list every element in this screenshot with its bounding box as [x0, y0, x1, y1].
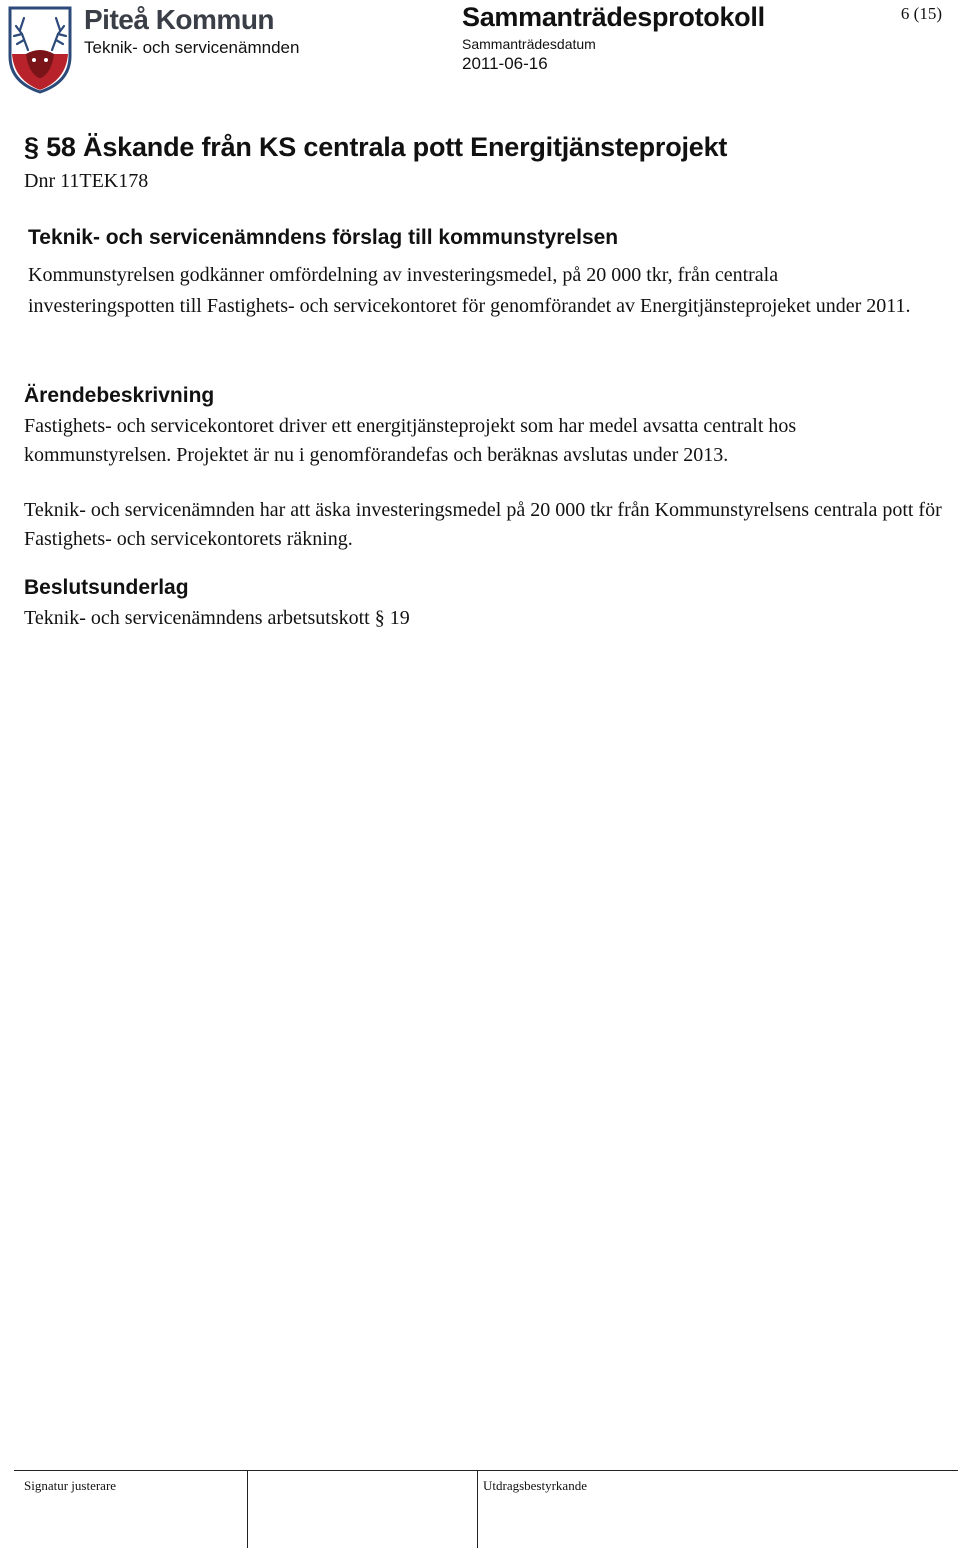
proposal-text: Kommunstyrelsen godkänner omfördelning av investeringsmedel, på 20 000 tkr, från centrala investeringspotten till Fastighets- och servicekontoret för genomförandet av Energitjänsteprojeket under 2011. [28, 264, 911, 317]
extract-label: Utdragsbestyrkande [483, 1478, 587, 1493]
basis-heading: Beslutsunderlag [24, 576, 189, 599]
basis-text: Teknik- och servicenämndens arbetsutskott § 19 [24, 607, 410, 629]
signature-table-divider [14, 1470, 958, 1471]
signature-column-divider [477, 1470, 478, 1548]
document-title: Sammanträdesprotokoll [462, 2, 765, 32]
meeting-date: 2011-06-16 [462, 54, 548, 73]
committee-name: Teknik- och servicenämnden [84, 38, 300, 57]
org-name: Piteå Kommun [84, 4, 275, 35]
description-paragraph: Teknik- och servicenämnden har att äska investeringsmedel på 20 000 tkr från Kommunstyrelsens centrala pott för Fastighets- och servicekontorets räkning. [24, 499, 942, 550]
page-number: 6 (15) [900, 4, 942, 23]
description-heading: Ärendebeskrivning [24, 384, 215, 407]
reindeer-crest-icon [4, 4, 76, 94]
signature-column-divider [247, 1470, 248, 1548]
signature-label: Signatur justerare [24, 1478, 117, 1493]
section-heading: § 58 Äskande från KS centrala pott Energitjänsteprojekt [24, 132, 728, 162]
diary-number: Dnr 11TEK178 [24, 170, 149, 192]
proposal-heading: Teknik- och servicenämndens förslag till kommunstyrelsen [28, 226, 619, 249]
meeting-date-label: Sammanträdesdatum [462, 36, 596, 52]
description-paragraph: Fastighets- och servicekontoret driver ett energitjänsteprojekt som har medel avsatta centralt hos kommunstyrelsen. Projektet är nu i genomförandefas och beräknas avslutas under 2013. [24, 415, 797, 466]
